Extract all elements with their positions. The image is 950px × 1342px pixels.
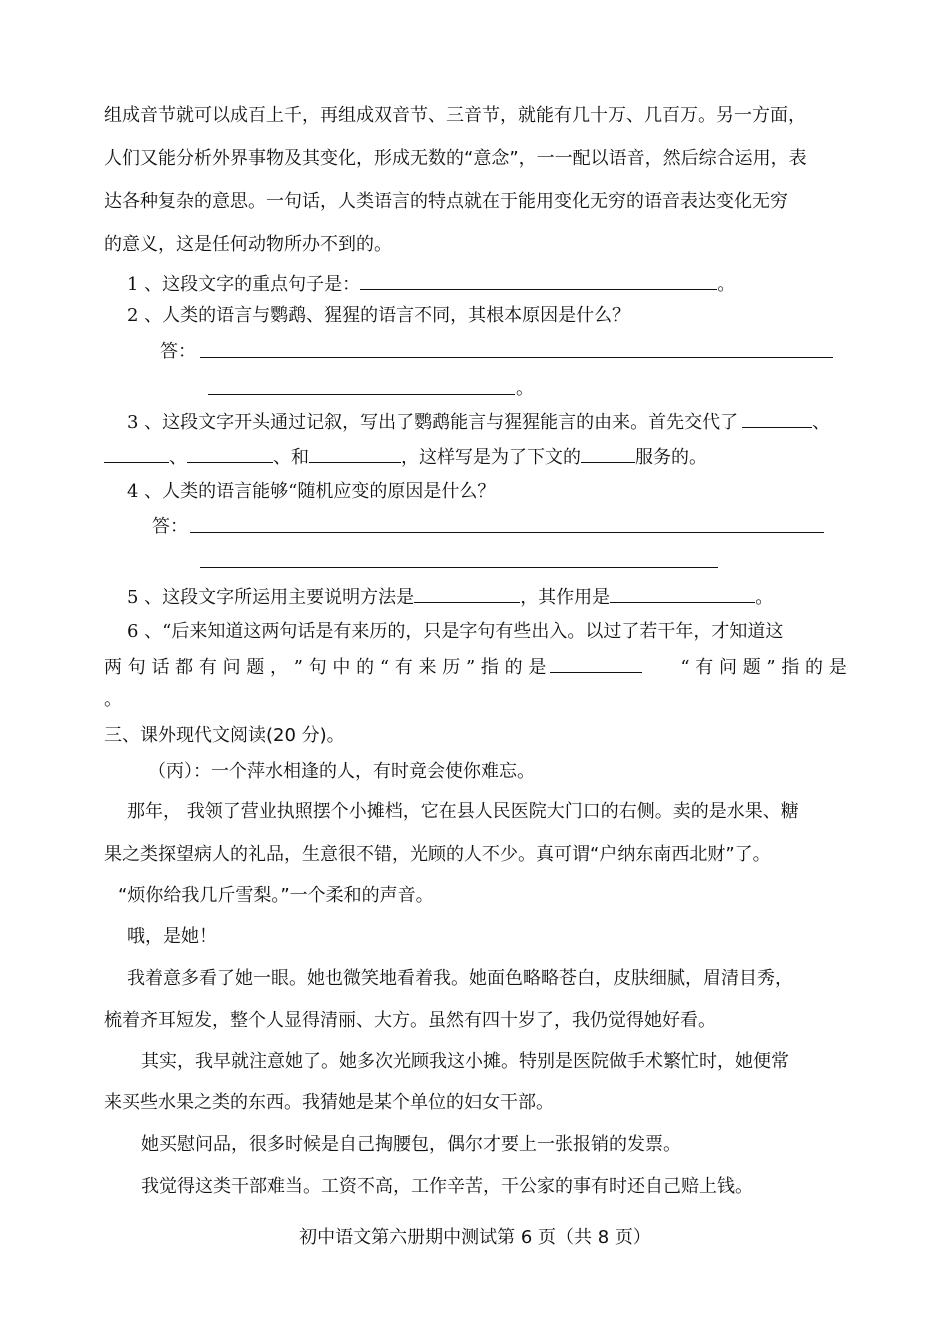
question-1 bbox=[127, 271, 735, 297]
story-line-2: 果之类探望病人的礼品，生意很不错，光顾的人不少。真可谓“户纳东南西北财”了。 bbox=[104, 844, 771, 865]
question-3-blank-1[interactable] bbox=[742, 409, 812, 428]
question-3-blank-3[interactable] bbox=[187, 444, 273, 463]
question-3-sep-3: 、和 bbox=[273, 447, 309, 468]
question-6-text-a: 两 句 话 都 有 问 题 ， ” 句 中 的 “ 有 来 历 ” 指 的 是 bbox=[104, 657, 547, 678]
question-5 bbox=[127, 584, 773, 610]
question-5-mid: ，其作用是 bbox=[520, 587, 611, 608]
story-line-4: 哦，是她！ bbox=[127, 926, 217, 947]
question-2: 2 、人类的语言与鹦鹉、猩猩的语言不同，其根本原因是什么？ bbox=[127, 305, 631, 326]
question-3-sep-2: 、 bbox=[169, 447, 187, 468]
story-line-6: 梳着齐耳短发，整个人显得清丽、大方。虽然有四十岁了，我仍觉得她好看。 bbox=[104, 1010, 716, 1031]
question-2-answer-line-1[interactable] bbox=[200, 357, 833, 358]
question-3-end: 服务的。 bbox=[635, 447, 707, 468]
question-4-answer-label: 答： bbox=[152, 516, 188, 537]
story-line-8: 来买些水果之类的东西。我猜她是某个单位的妇女干部。 bbox=[104, 1092, 554, 1113]
question-3-blank-5[interactable] bbox=[581, 444, 635, 463]
question-3-blank-4[interactable] bbox=[309, 444, 401, 463]
question-6-line-2 bbox=[104, 654, 847, 680]
question-5-blank-2[interactable] bbox=[610, 584, 755, 603]
question-3-sep-1: 、 bbox=[812, 412, 831, 433]
story-line-3: “烦你给我几斤雪梨。”一个柔和的声音。 bbox=[118, 885, 434, 906]
story-line-5: 我着意多看了她一眼。她也微笑地看着我。她面色略略苍白，皮肤细腻，眉清目秀， bbox=[127, 968, 793, 989]
question-1-blank[interactable] bbox=[360, 271, 717, 290]
question-2-end: 。 bbox=[516, 378, 534, 399]
section-3-subtitle: （丙）：一个萍水相逢的人，有时竟会使你难忘。 bbox=[148, 761, 535, 782]
question-1-text: 1 、这段文字的重点句子是： bbox=[127, 274, 361, 295]
question-1-end: 。 bbox=[717, 274, 736, 295]
passage-line-2: 人们又能分析外界事物及其变化，形成无数的“意念”，一一配以语音，然后综合运用，表 bbox=[104, 148, 807, 169]
question-2-answer-line-2[interactable] bbox=[208, 394, 515, 395]
question-4-answer-line-1[interactable] bbox=[190, 532, 824, 533]
story-line-9: 她买慰问品，很多时候是自己掏腰包，偶尔才要上一张报销的发票。 bbox=[141, 1134, 681, 1155]
question-4-answer-line-2[interactable] bbox=[200, 567, 718, 568]
story-line-1: 那年， 我领了营业执照摆个小摊档，它在县人民医院大门口的右侧。卖的是水果、糖 bbox=[127, 801, 799, 822]
question-6-line-3: 。 bbox=[104, 689, 122, 710]
question-3-mid: ，这样写是为了下文的 bbox=[401, 447, 581, 468]
question-5-blank-1[interactable] bbox=[414, 584, 520, 603]
question-6-blank-1[interactable] bbox=[550, 654, 642, 673]
question-2-answer-label: 答： bbox=[160, 341, 196, 362]
story-line-10: 我觉得这类干部难当。工资不高，工作辛苦，干公家的事有时还自己赔上钱。 bbox=[141, 1176, 753, 1197]
question-6-text-b: “ 有 问 题 ” 指 的 是 bbox=[680, 657, 847, 678]
passage-line-4: 的意义，这是任何动物所办不到的。 bbox=[104, 234, 392, 255]
question-5-text: 5 、这段文字所运用主要说明方法是 bbox=[127, 587, 415, 608]
question-3-blank-2[interactable] bbox=[104, 444, 169, 463]
section-3-heading: 三、课外现代文阅读(20 分)。 bbox=[104, 725, 345, 746]
question-3-line-1 bbox=[127, 409, 830, 435]
page-footer: 初中语文第六册期中测试第 6 页（共 8 页） bbox=[299, 1227, 651, 1248]
question-6-line-1: 6 、“后来知道这两句话是有来历的，只是字句有些出入。以过了若干年，才知道这 bbox=[127, 621, 784, 642]
passage-line-1: 组成音节就可以成百上千，再组成双音节、三音节，就能有几十万、几百万。另一方面， bbox=[104, 105, 806, 126]
question-3-text: 3 、这段文字开头通过记叙，写出了鹦鹉能言与猩猩能言的由来。首先交代了 bbox=[127, 412, 739, 433]
question-3-line-2 bbox=[104, 444, 707, 470]
passage-line-3: 达各种复杂的意思。一句话，人类语言的特点就在于能用变化无穷的语音表达变化无穷 bbox=[104, 191, 788, 212]
question-5-end: 。 bbox=[755, 587, 774, 608]
story-line-7: 其实，我早就注意她了。她多次光顾我这小摊。特别是医院做手术繁忙时，她便常 bbox=[141, 1051, 789, 1072]
question-4: 4 、人类的语言能够“随机应变的原因是什么？ bbox=[127, 481, 496, 502]
